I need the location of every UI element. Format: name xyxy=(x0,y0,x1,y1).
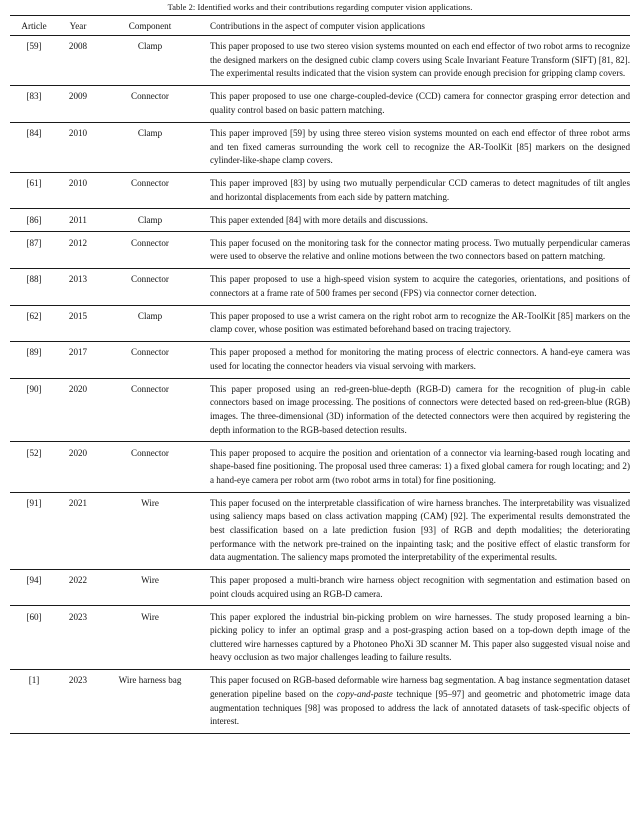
cell-article: [61] xyxy=(10,172,58,209)
identified-works-table xyxy=(10,15,630,734)
cell-contribution: This paper proposed to use a wrist camera on the right robot arm to recognize the AR-ToolKit [85] markers on the clamp cover, whose position was estimated beforehand based on tracing trajectory. xyxy=(202,305,630,342)
cell-contribution: This paper proposed to use one charge-coupled-device (CCD) camera for connector grasping error detection and quality control based on basic pattern matching. xyxy=(202,86,630,123)
table-row xyxy=(10,606,630,670)
cell-year: 2013 xyxy=(58,268,98,305)
column-header-component: Component xyxy=(128,20,172,31)
cell-component: Wire xyxy=(98,569,202,606)
table-row xyxy=(10,172,630,209)
rule-bottom xyxy=(10,733,630,734)
cell-article: [88] xyxy=(10,268,58,305)
cell-contribution: This paper proposed to acquire the position and orientation of a connector via learning-based rough locating and shape-based fine positioning. The proposal used three cameras: 1) a fixed global camera for rough locating; and 2) a hand-eye camera per robot arm (two robot arms in total) for fine positioning. xyxy=(202,442,630,492)
table-row xyxy=(10,342,630,379)
cell-component: Clamp xyxy=(98,305,202,342)
cell-component: Connector xyxy=(98,442,202,492)
cell-contribution: This paper proposed a multi-branch wire harness object recognition with segmentation and estimation based on point clouds acquired using an RGB-D camera. xyxy=(202,569,630,606)
table-row xyxy=(10,492,630,569)
column-header-contributions: Contributions in the aspect of computer vision applications xyxy=(210,20,425,31)
cell-component: Connector xyxy=(98,232,202,269)
cell-contribution: This paper proposed to use a high-speed vision system to acquire the categories, orientations, and positions of connectors at a frame rate of 500 frames per second (FPS) via connector corner detection. xyxy=(202,268,630,305)
table-caption: Table 2: Identified works and their contributions regarding computer vision applications. xyxy=(167,3,473,12)
cell-component: Wire xyxy=(98,606,202,670)
cell-year: 2020 xyxy=(58,442,98,492)
cell-contribution: This paper proposed to use two stereo vision systems mounted on each end effector of two robot arms to recognize the designed markers on the designed cubic clamp covers using Scale Invariant Feature Transform (SIFT) [81, 82]. The experimental results indicated that the vision system can provide enough precision for gripping clamp covers. xyxy=(210,41,630,79)
column-header-year: Year xyxy=(69,20,87,31)
table-row xyxy=(10,569,630,606)
table-body xyxy=(10,36,630,733)
table-row xyxy=(10,36,630,86)
cell-year: 2012 xyxy=(58,232,98,269)
cell-contribution: This paper explored the industrial bin-picking problem on wire harnesses. The study proposed learning a bin-picking policy to infer an optimal grasp and a post-grasping action based on a top-down depth image of the cluttered wire harnesses captured by a Photoneo PhoXi 3D scanner M. This paper also suggested visual noise and heavy occlusion as two major challenges leading to failure results. xyxy=(202,606,630,670)
header-row xyxy=(10,16,630,36)
cell-year: 2021 xyxy=(58,492,98,569)
cell-component: Connector xyxy=(98,378,202,442)
cell-contribution: This paper improved [59] by using three stereo vision systems mounted on each end effector of three robot arms and ten fixed cameras surrounding the work cell to recognize the AR-ToolKit [85] markers on the designed cylinder-like-shape clamp covers. xyxy=(202,122,630,172)
column-header-article: Article xyxy=(21,20,47,31)
cell-year: 2023 xyxy=(58,670,98,733)
table-row xyxy=(10,670,630,733)
cell-article: [91] xyxy=(10,492,58,569)
table-header xyxy=(10,15,630,36)
table-row xyxy=(10,232,630,269)
cell-contribution: This paper proposed using an red-green-blue-depth (RGB-D) camera for the recognition of plug-in cable connectors based on image processing. The positions of connectors were detected based on red-green-blue (RGB) images. The three-dimensional (3D) information of the detected connectors were then acquired by registering the depth information to the RGB-based detection results. xyxy=(202,378,630,442)
cell-contribution: This paper improved [83] by using two mutually perpendicular CCD cameras to detect magnitudes of tilt angles and horizontal displacements from each side by pattern matching. xyxy=(202,172,630,209)
cell-year: 2009 xyxy=(58,86,98,123)
cell-component: Connector xyxy=(98,268,202,305)
cell-year: 2010 xyxy=(58,122,98,172)
cell-component: Clamp xyxy=(98,122,202,172)
cell-article: [94] xyxy=(10,569,58,606)
cell-article: [1] xyxy=(10,670,58,733)
cell-contribution: This paper focused on RGB-based deformable wire harness bag segmentation. A bag instance segmentation dataset generation pipeline based on the copy-and-paste technique [95–97] and geometric and photometric image data augmentation techniques [98] was proposed to address the lack of annotated datasets of task-specific objects of interest. xyxy=(202,670,630,733)
table-footer xyxy=(10,733,630,734)
table-row xyxy=(10,378,630,442)
cell-year: 2022 xyxy=(58,569,98,606)
cell-contribution: This paper extended [84] with more details and discussions. xyxy=(202,209,630,232)
cell-component: Clamp xyxy=(98,209,202,232)
cell-article: [89] xyxy=(10,342,58,379)
cell-component: Clamp xyxy=(137,41,163,52)
cell-year: 2015 xyxy=(58,305,98,342)
cell-article: [60] xyxy=(10,606,58,670)
cell-article: [83] xyxy=(10,86,58,123)
cell-article: [84] xyxy=(10,122,58,172)
cell-contribution: This paper focused on the monitoring task for the connector mating process. Two mutually perpendicular cameras were used to observe the relative and online motions between the two connectors based on pattern matching. xyxy=(202,232,630,269)
table-row xyxy=(10,122,630,172)
cell-article: [90] xyxy=(10,378,58,442)
table-row xyxy=(10,305,630,342)
cell-article: [86] xyxy=(10,209,58,232)
cell-component: Wire xyxy=(98,492,202,569)
cell-year: 2011 xyxy=(58,209,98,232)
cell-year: 2020 xyxy=(58,378,98,442)
cell-contribution: This paper focused on the interpretable classification of wire harness branches. The interpretability was visualized using saliency maps based on class activation mapping (CAM) [92]. The experimental results demonstrated the best classification based on a late prediction fusion [93] of RGB and depth modalities; the deteriorating performance with the network pre-trained on the inpainting task; and the positive effect of elastic transform for data augmentation. The saliency maps promoted the interpretability of the experimental results. xyxy=(202,492,630,569)
cell-year: 2017 xyxy=(58,342,98,379)
cell-article: [52] xyxy=(10,442,58,492)
table-row xyxy=(10,268,630,305)
cell-year: 2023 xyxy=(58,606,98,670)
cell-article: [87] xyxy=(10,232,58,269)
cell-article: [62] xyxy=(10,305,58,342)
table-row xyxy=(10,209,630,232)
cell-component: Wire harness bag xyxy=(98,670,202,733)
cell-component: Connector xyxy=(98,86,202,123)
cell-year: 2010 xyxy=(58,172,98,209)
cell-component: Connector xyxy=(98,172,202,209)
cell-article: [59] xyxy=(26,41,42,52)
table-row xyxy=(10,442,630,492)
table-row xyxy=(10,86,630,123)
cell-contribution: This paper proposed a method for monitoring the mating process of electric connectors. A hand-eye camera was used for locating the connector headers via visual servoing with markers. xyxy=(202,342,630,379)
cell-component: Connector xyxy=(98,342,202,379)
cell-year: 2008 xyxy=(68,41,88,52)
